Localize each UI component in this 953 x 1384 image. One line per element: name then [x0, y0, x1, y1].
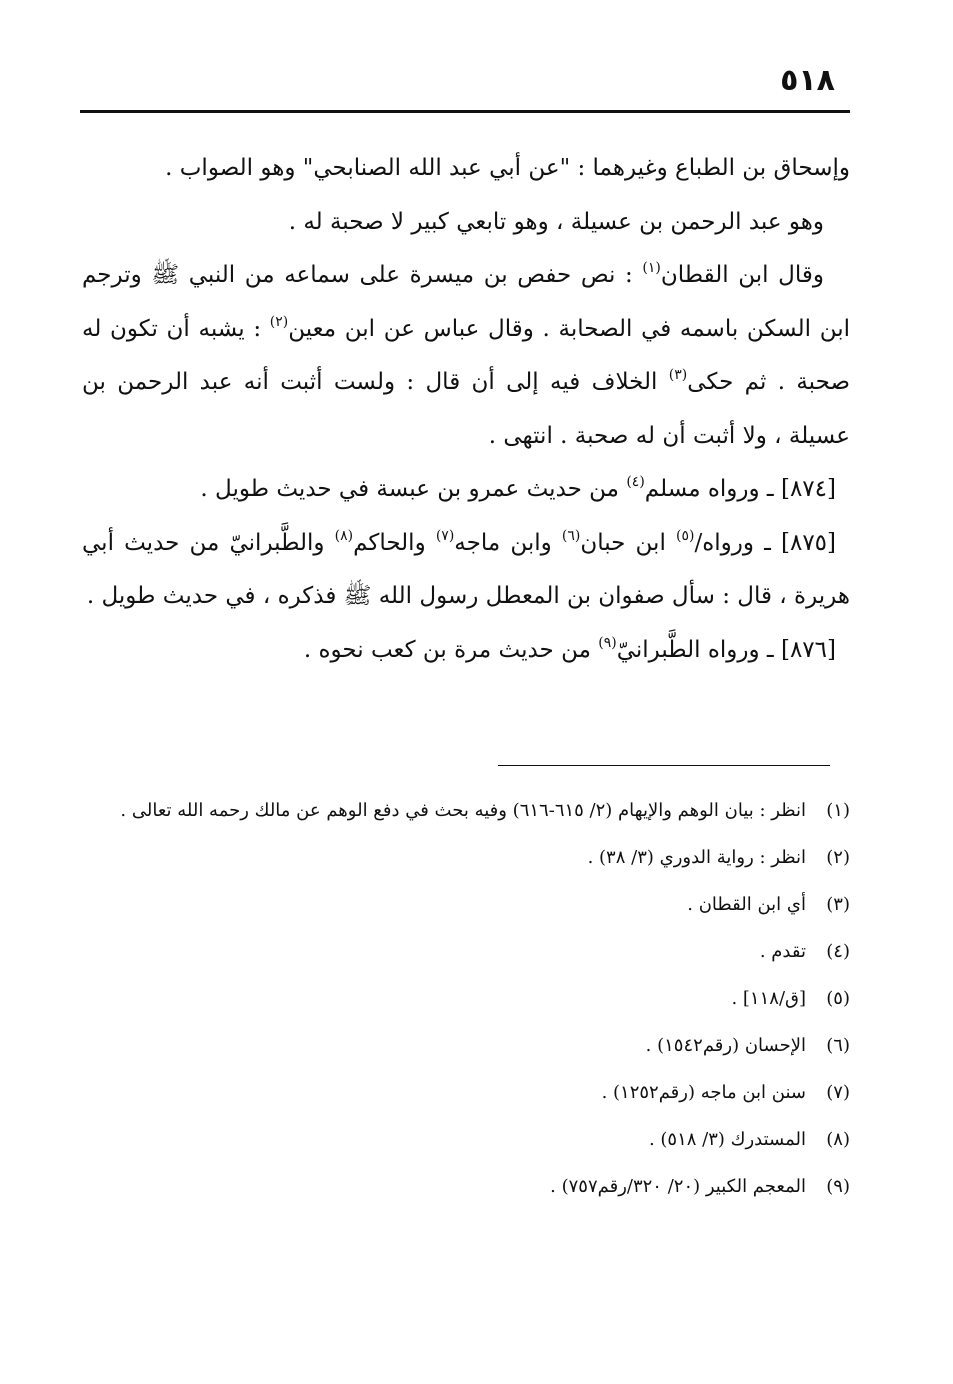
text-run: والحاكم: [353, 529, 436, 556]
footnote-number: (٩): [826, 1176, 850, 1197]
text-run: : يشبه أن تكون له صحبة . ثم حكى: [82, 315, 850, 395]
footnote-ref-7[interactable]: (٧): [435, 527, 455, 544]
footnote-text: المعجم الكبير (٢٠/ ٣٢٠/رقم٧٥٧) .: [550, 1176, 806, 1197]
header-rule: [80, 110, 850, 113]
text-run: من حديث عمرو بن عبسة في حديث طويل .: [200, 476, 627, 502]
footnote-text: انظر : بيان الوهم والإيهام (٢/ ٦١٥-٦١٦) وفيه بحث في دفع الوهم عن مالك رحمه الله تعالى .: [120, 800, 806, 821]
footnote-number: (٣): [826, 894, 850, 915]
footnote-text: أي ابن القطان .: [687, 894, 806, 915]
footnote-text: المستدرك (٣/ ٥١٨) .: [648, 1129, 806, 1150]
paragraph-876: [82, 624, 850, 678]
footnote-9: [82, 1170, 850, 1204]
footnote-text: انظر : رواية الدوري (٣/ ٣٨) .: [587, 847, 806, 868]
footnote-number: (٥): [826, 988, 850, 1009]
paragraph-874: [82, 463, 850, 517]
footnote-ref-6[interactable]: (٦): [561, 527, 581, 544]
footnote-ref-8[interactable]: (٨): [334, 527, 354, 544]
footnote-text: تقدم .: [759, 941, 806, 962]
footnote-divider: [498, 765, 830, 766]
footnote-number: (٤): [826, 941, 850, 962]
footnote-ref-3[interactable]: (٣): [668, 367, 688, 383]
footnote-number: (٨): [826, 1129, 850, 1150]
text-run: من حديث مرة بن كعب نحوه .: [303, 636, 599, 663]
footnote-text: [ق/١١٨] .: [731, 988, 806, 1009]
footnotes-list: [82, 794, 850, 1217]
text-run: والطَّبرانيّ من حديث أبي هريرة ، قال : سأل صفوان بن المعطل رسول الله ﷺ فذكره ، في حديث طويل .: [82, 529, 850, 609]
paragraph-2: وهو عبد الرحمن بن عسيلة ، وهو تابعي كبير لا صحبة له .: [288, 208, 824, 235]
footnote-text: سنن ابن ماجه (رقم١٢٥٢) .: [601, 1082, 806, 1103]
footnote-5: [82, 982, 850, 1016]
page-number: ٥١٨: [780, 63, 835, 98]
text-run: ابن حبان: [580, 529, 676, 556]
footnote-ref-1[interactable]: (١): [642, 260, 661, 276]
footnote-4: [82, 935, 850, 969]
footnote-2: [82, 841, 850, 875]
footnote-text: الإحسان (رقم١٥٤٢) .: [645, 1035, 806, 1056]
paragraph-1: وإسحاق بن الطباع وغيرهما : "عن أبي عبد الله الصنابحي" وهو الصواب .: [165, 155, 850, 181]
footnote-number: (٧): [826, 1082, 850, 1103]
footnote-ref-9[interactable]: (٩): [598, 634, 617, 651]
footnote-ref-2[interactable]: (٢): [269, 313, 289, 330]
text-run: وابن ماجه: [454, 529, 562, 556]
paragraph-875: [82, 517, 850, 624]
footnote-7: [82, 1076, 850, 1110]
footnote-6: [82, 1029, 850, 1063]
text-run: [٨٧٦] ـ ورواه الطَّبرانيّ: [616, 636, 836, 663]
main-text: [82, 142, 850, 677]
footnote-ref-5[interactable]: (٥): [675, 527, 695, 544]
text-run: وقال ابن القطان: [660, 262, 824, 288]
footnote-number: (١): [826, 800, 850, 821]
text-run: الخلاف فيه إلى أن قال : ولست أثبت أنه عبد الرحمن بن عسيلة ، ولا أثبت أن له صحبة . انتهى .: [82, 369, 850, 449]
footnote-number: (٢): [826, 847, 850, 868]
text-run: [٨٧٥] ـ ورواه/: [694, 529, 837, 556]
footnote-3: [82, 888, 850, 922]
footnote-number: (٦): [826, 1035, 850, 1056]
footnote-8: [82, 1123, 850, 1157]
paragraph-3: [82, 249, 850, 463]
text-run: [٨٧٤] ـ ورواه مسلم: [644, 476, 836, 502]
footnote-1: [82, 794, 850, 828]
text-run: : نص حفص بن ميسرة على سماعه من النبي ﷺ وترجم ابن السكن باسمه في الصحابة . وقال عباس عن ابن معين: [82, 262, 850, 342]
footnote-ref-4[interactable]: (٤): [626, 474, 645, 490]
